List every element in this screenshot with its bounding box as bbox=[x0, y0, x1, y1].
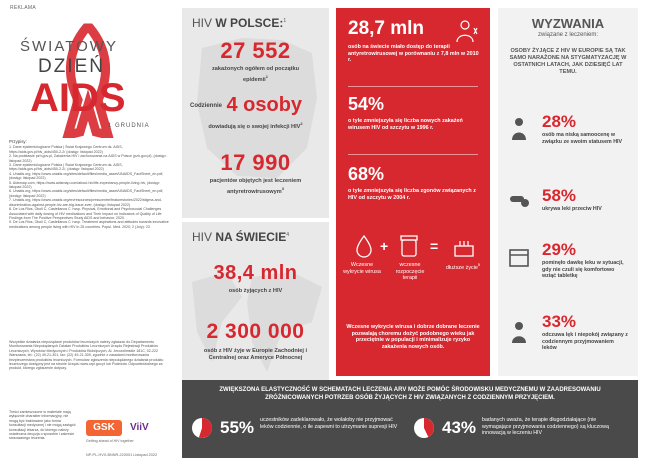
banner-right-pct: 43% bbox=[442, 418, 477, 437]
banner-left-text: uczestników zadeklarowało, że wolałoby nie przyjmować leków codziennie, o ile zapewni to utrzymanie supresji HIV bbox=[260, 417, 398, 430]
challenge-desc: pominęło dawkę leku w sytuacji, gdy nie czuli się komfortowo wziąć tabletkę bbox=[542, 260, 624, 279]
logo-line-2: DZIEŃ bbox=[38, 56, 105, 77]
footnote: 6. Unaids.org, https://www.unaids.org/sites/default/files/media_asset/UNAIDS_FactSheet_en.pdf, (dostęp: listopad 2022) bbox=[9, 189, 164, 198]
logo-date: 1 GRUDNIA bbox=[108, 123, 150, 129]
pie-55-icon bbox=[190, 416, 214, 440]
eq-early-detection: Wczesne wykrycie wirusa bbox=[343, 262, 381, 275]
divider bbox=[348, 154, 478, 155]
world-living-with-hiv: 38,4 mln bbox=[213, 262, 298, 284]
stigma-intro: OSOBY ŻYJĄCE Z HIV W EUROPIE SĄ TAK SAMO NARAŻONE NA STYGMATYZACJĘ W OSTATNICH LATACH, JAK DZIESIĘĆ LAT TEMU. bbox=[509, 48, 627, 75]
plus-sign: + bbox=[380, 238, 389, 254]
gsk-logo: GSK bbox=[86, 420, 122, 436]
flexibility-banner bbox=[182, 380, 638, 458]
pill-bottle-icon bbox=[398, 234, 420, 258]
world-living-with-hiv-desc: osób żyjących z HIV bbox=[228, 288, 283, 294]
challenge-desc: odczuwa lęk i niepokój związany z codziennym przyjmowaniem leków bbox=[542, 332, 628, 351]
art-access-desc: osób na świecie miało dostęp do terapii antyretrowirusowej w porównaniu z 7,8 mln w 2010 r. bbox=[348, 44, 479, 64]
blood-drop-icon bbox=[354, 234, 374, 258]
poland-art-patients: 17 990 bbox=[220, 150, 291, 175]
footnote: 5. Aidsmap.com, https://www.aidsmap.com/about-hiv/life-expectancy-people-living-hiv, (dostęp: listopad 2022) bbox=[9, 180, 160, 190]
footnote: 8. De Los Rios, Okoli C, Castellanos C i wsp. Physical, Emotional and Psychosocial Challenges Associated with daily dosing of HIV medications and Their Impact on Indicators of Quality of Life Findings from The Positive Perspectives Study AIDS and behavior. 2020. bbox=[9, 207, 162, 220]
banner-right-text: badanych uważa, że terapie długodziałające (nie wymagające przyjmowania codziennego) są kluczową innowacją w leczeniu HIV bbox=[482, 417, 609, 437]
treatment-access-panel bbox=[336, 8, 490, 316]
challenges-panel bbox=[498, 8, 638, 376]
footnotes bbox=[9, 140, 171, 229]
challenge-num: 28% bbox=[542, 112, 577, 131]
banner-left-pct: 55% bbox=[220, 418, 255, 437]
ad-label: REKLAMA bbox=[10, 5, 36, 11]
divider bbox=[348, 86, 478, 87]
world-west-europe-na: 2 300 000 bbox=[206, 320, 305, 343]
early-detection-summary-panel bbox=[336, 316, 490, 376]
challenges-title: WYZWANIA bbox=[531, 16, 605, 31]
banner-title: ZWIĘKSZONA ELASTYCZNOŚĆ W SCHEMATACH LECZENIA ARV MOŻE POMÓC ŚRODOWISKU MEDYCZNEMU W ZAADRESOWANIU ZRÓŻNICOWANYCH POTRZEB OSÓB ŻYJĄCYCH Z HIV ZWIĄZANYCH Z CODZIENNYM PRZYJĘCIEM. bbox=[219, 387, 601, 401]
art-access-num: 28,7 mln bbox=[348, 18, 425, 39]
material-code: NP-PL-HVX-BNNR-220001 Listopad 2022 bbox=[86, 453, 158, 457]
calendar-icon bbox=[508, 246, 530, 268]
new-infections-drop-desc: o tyle zmniejszyła się liczba nowych zakażeń wirusem HIV od szczytu w 1996 r. bbox=[348, 118, 463, 131]
poland-total-infected: 27 552 bbox=[220, 38, 291, 63]
brand-tagline: Getting ahead of HIV together bbox=[86, 439, 134, 443]
challenge-num: 33% bbox=[542, 312, 577, 331]
eq-longer-life: dłuższe życie$^5$ bbox=[445, 262, 481, 271]
brand-logos bbox=[86, 418, 176, 448]
sad-person-icon bbox=[508, 116, 530, 142]
pie-43-icon bbox=[412, 416, 436, 440]
deaths-drop-num: 68% bbox=[348, 164, 385, 184]
poland-daily-diagnoses: $^{Codziennie}$ 4 osoby bbox=[190, 94, 303, 116]
eq-early-therapy: wczesne rozpoczęcie terapii bbox=[395, 262, 425, 282]
challenge-num: 29% bbox=[542, 240, 577, 259]
pills-icon bbox=[508, 188, 530, 210]
birthday-cake-icon bbox=[452, 234, 476, 258]
early-detection-summary: Wczesne wykrycie wirusa i dobrze dobrane leczenie pozwalają choremu dożyć podobnego wieku jak przeciętnie w populacji i minimalizuje ryzyko zakażenia nowych osób. bbox=[346, 324, 480, 350]
new-infections-drop-num: 54% bbox=[348, 94, 385, 114]
world-title: HIV NA ŚWIECIE$^4$ bbox=[192, 230, 290, 244]
challenge-desc: osób ma niską samoocenę w związku ze swoim statusem HIV bbox=[542, 132, 623, 145]
adverse-reactions-notice: Wszystkie działania niepożądane produktów leczniczych należy zgłaszać do Departamentu Monitorowania Niepożądanych Działań Produktów Leczniczych Urzędu Rejestracji Produktów Leczniczych, Wyrobów Medycznych i Produktów Biobójczych, Al. Jerozolimskie 181C, 02-222 Warszawa, tel.: (22) 49-21-301, fax: (22) 49-21-309, zgodnie z zasadami monitorowania bezpieczeństwa produktów leczniczych. Formularz zgłoszenia niepożądanego działania produktu leczniczego dostępny jest na stronie Urzędu www.urpl.gov.pl lub Podmiotu Odpowiedzialnego za produkt, którego zgłoszenie dotyczy. bbox=[9, 340, 164, 371]
anxious-person-icon bbox=[508, 320, 530, 344]
footnotes-heading: Przypisy: bbox=[9, 139, 27, 144]
deaths-drop-desc: o tyle zmniejszyła się liczba zgonów związanych z HIV od szczytu w 2004 r. bbox=[348, 188, 476, 201]
poland-title: HIV W POLSCE:$^1$ bbox=[192, 16, 287, 30]
footnote: 4. Unaids.org, https://www.unaids.org/sites/default/files/media_asset/UNAIDS_FactSheet_en.pdf, (dostęp: listopad 2022) bbox=[9, 171, 164, 181]
logo-line-1: ŚWIATOWY bbox=[20, 38, 118, 55]
footnote: 2. Na podstawie pzh.gov.pl, Zakażenia HIV i zachorowania na AIDS w Polsce (pzh.gov.pl), (dostęp: listopad 2022) bbox=[9, 154, 167, 163]
poland-total-infected-desc: zakażonych ogółem od początku epidemii$^1$ bbox=[211, 66, 300, 83]
footnote: 7. Unaids.org, https://www.unaids.org/en/resources/presscentre/featurestories/2022/stigma-and-discrimination-against-people-hiv-are-big-issue-ever, (dostęp: listopad 2022) bbox=[9, 198, 162, 207]
world-aids-day-logo bbox=[8, 20, 166, 138]
viiv-logo: ViiV bbox=[130, 422, 149, 433]
footnote: 9. De Los Rios, Okoli C, Castellanos C i wsp. Treatment aspirations and attitudes towards innovative medications among people living with HIV in 25 countries. Popul. Med. 2020; 2 (July): 23 bbox=[9, 220, 169, 229]
informational-disclaimer: Treści zamieszczone w materiale mają wyłącznie charakter informacyjny, nie mogą być traktowane jako forma konsultacji medycznej i nie mogą zastąpić konsultacji lekarza, do którego należy ostateczna decyzja o sposobie i zakresie stosowanego leczenia. bbox=[9, 410, 76, 441]
footnote: 3. Dane epidemiologiczne Polska | Świat Krajowego Centrum ds. AIDS, https://aids.gov.pl/hiv_aids/450-2-2/, (dostęp: listopad 2022) bbox=[9, 163, 123, 172]
equals-sign: = bbox=[430, 238, 439, 254]
challenges-subtitle: związane z leczeniem: bbox=[537, 32, 599, 38]
challenge-num: 58% bbox=[542, 186, 577, 205]
poland-art-patients-desc: pacjentów objętych jest leczeniem antyretrowirusowym$^3$ bbox=[209, 178, 302, 195]
logo-line-3: AIDS bbox=[30, 76, 126, 120]
person-with-ribbon-icon bbox=[454, 18, 480, 44]
footnote: 1. Dane epidemiologiczne Polska | Świat Krajowego Centrum ds. AIDS, https://aids.gov.pl/hiv_aids/450-2-2/ (dostęp: listopad 2022) bbox=[9, 145, 123, 154]
hiv-poland-panel bbox=[182, 8, 329, 218]
world-west-europe-na-desc: osób z HIV żyje w Europie Zachodniej i Centralnej oraz Ameryce Północnej bbox=[203, 348, 308, 361]
poland-daily-diagnoses-desc: dowiadują się o swojej infekcji HIV$^2$ bbox=[208, 121, 303, 130]
challenge-desc: ukrywa leki przeciw HIV bbox=[542, 206, 602, 212]
